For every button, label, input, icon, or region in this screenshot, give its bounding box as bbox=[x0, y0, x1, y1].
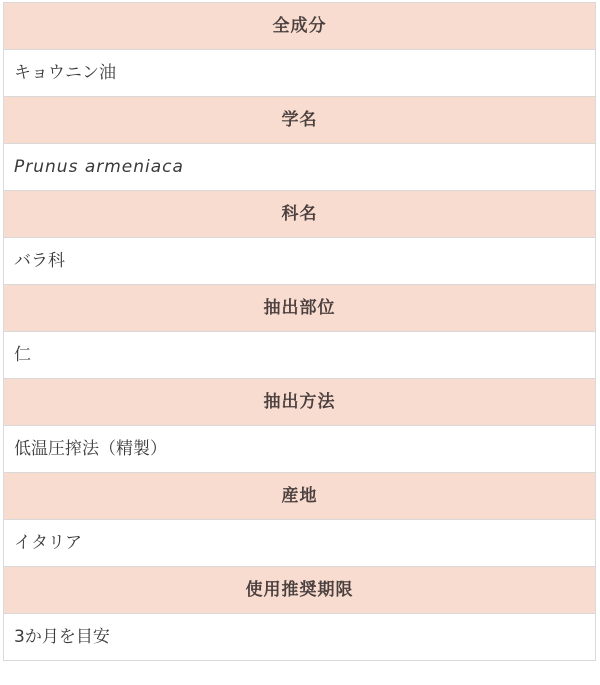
spec-header-row-extraction-part bbox=[4, 285, 596, 332]
spec-value-row-extraction-method bbox=[4, 426, 596, 473]
spec-header-extraction-part: 抽出部位 bbox=[4, 285, 596, 332]
spec-value-family: バラ科 bbox=[4, 238, 596, 285]
spec-value-row-scientific-name bbox=[4, 144, 596, 191]
spec-header-extraction-method: 抽出方法 bbox=[4, 379, 596, 426]
spec-value-row-extraction-part bbox=[4, 332, 596, 379]
spec-value-extraction-part: 仁 bbox=[4, 332, 596, 379]
spec-header-family: 科名 bbox=[4, 191, 596, 238]
spec-header-origin: 産地 bbox=[4, 473, 596, 520]
spec-header-row-origin bbox=[4, 473, 596, 520]
spec-value-origin: イタリア bbox=[4, 520, 596, 567]
spec-value-row-family bbox=[4, 238, 596, 285]
spec-header-row-scientific-name bbox=[4, 97, 596, 144]
spec-header-expiration: 使用推奨期限 bbox=[4, 567, 596, 614]
spec-value-row-expiration bbox=[4, 614, 596, 661]
spec-value-row-ingredients bbox=[4, 50, 596, 97]
spec-header-ingredients: 全成分 bbox=[4, 3, 596, 50]
spec-value-row-origin bbox=[4, 520, 596, 567]
spec-header-row-expiration bbox=[4, 567, 596, 614]
product-spec-table bbox=[3, 2, 596, 661]
spec-header-scientific-name: 学名 bbox=[4, 97, 596, 144]
spec-header-row-ingredients bbox=[4, 3, 596, 50]
spec-value-expiration: 3か月を目安 bbox=[4, 614, 596, 661]
spec-value-extraction-method: 低温圧搾法（精製） bbox=[4, 426, 596, 473]
spec-header-row-extraction-method bbox=[4, 379, 596, 426]
spec-header-row-family bbox=[4, 191, 596, 238]
spec-value-ingredients: キョウニン油 bbox=[4, 50, 596, 97]
spec-value-scientific-name: Prunus armeniaca bbox=[4, 144, 596, 191]
